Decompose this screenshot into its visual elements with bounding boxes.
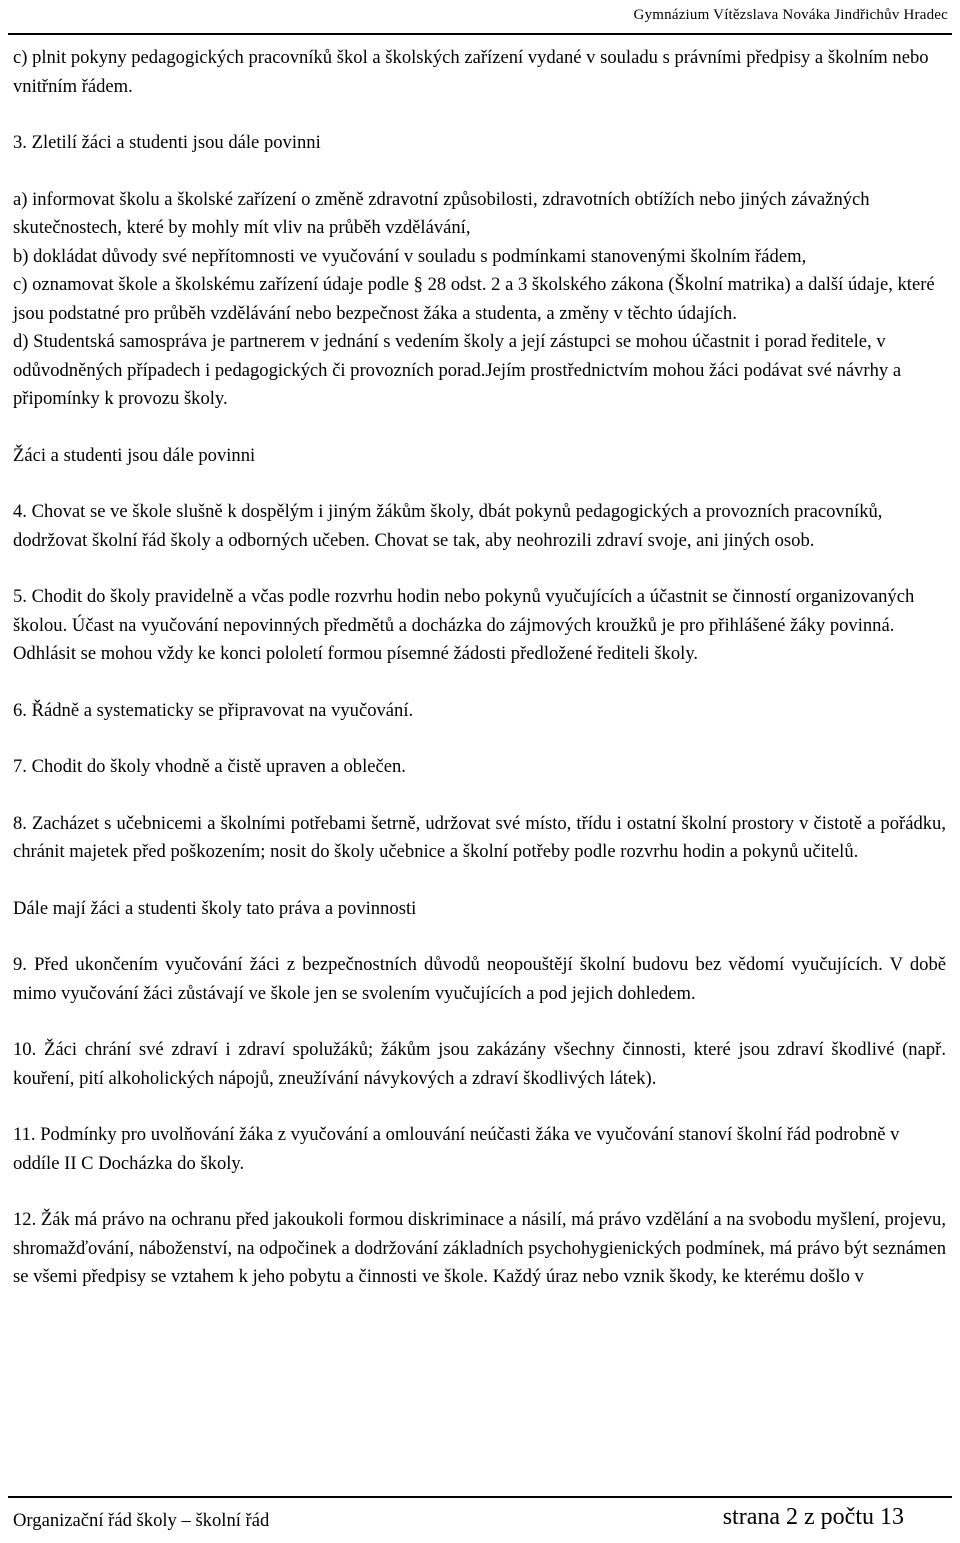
paragraph-9: 9. Před ukončením vyučování žáci z bezpečnostních důvodů neopouštějí školní budovu bez vědomí vyučujících. V době mimo vyučování žáci zůstávají ve škole jen se svolením vyučujících a pod jejich dohledem. — [13, 954, 946, 1004]
page-number: strana 2 z počtu 13 — [722, 1504, 904, 1530]
document-body — [13, 44, 946, 1292]
paragraph-10: 10. Žáci chrání své zdraví i zdraví spolužáků; žákům jsou zakázány všechny činnosti, které jsou zdraví škodlivé (např. kouření, pití alkoholických nápojů, zneužívání návykových a zdraví škodlivých látek). — [13, 1039, 946, 1089]
paragraph-1c: c) plnit pokyny pedagogických pracovníků škol a školských zařízení vydané v souladu s právními předpisy a školním nebo vnitřním řádem. — [13, 47, 929, 97]
document-title-footer: Organizační řád školy – školní řád — [13, 1510, 270, 1531]
paragraph-3c: c) oznamovat škole a školskému zařízení údaje podle § 28 odst. 2 a 3 školského zákona (Školní matrika) a další údaje, které jsou podstatné pro průběh vzdělávání nebo bezpečnost žáka a studenta, a změny v těchto údajích. — [13, 274, 935, 324]
section-heading-prava: Dále mají žáci a studenti školy tato práva a povinnosti — [13, 897, 417, 919]
paragraph-3a: a) informovat školu a školské zařízení o změně zdravotní způsobilosti, zdravotních obtížích nebo jiných závažných skutečnostech, které by mohly mít vliv na průběh vzdělávání, — [13, 188, 870, 238]
page-header — [8, 0, 952, 35]
paragraph-4: 4. Chovat se ve škole slušně k dospělým i jiným žákům školy, dbát pokynů pedagogických a provozních pracovníků, dodržovat školní řád školy a odborných učeben. Chovat se tak, aby neohrozili zdraví svoje, ani jiných osob. — [13, 501, 883, 551]
paragraph-7: 7. Chodit do školy vhodně a čistě upraven a oblečen. — [13, 756, 406, 777]
paragraph-6: 6. Řádně a systematicky se připravovat na vyučování. — [13, 699, 414, 721]
paragraph-5: 5. Chodit do školy pravidelně a včas podle rozvrhu hodin nebo pokynů vyučujících a účastnit se činností organizovaných školou. Účast na vyučování nepovinných předmětů a docházka do zájmových kroužků je pro přihlášené žáky povinná. Odhlásit se mohou vždy ke konci pololetí formou písemné žádosti předložené řediteli školy. — [13, 586, 915, 664]
paragraph-8: 8. Zacházet s učebnicemi a školními potřebami šetrně, udržovat své místo, třídu i ostatní školní prostory v čistotě a pořádku, chránit majetek před poškozením; nosit do školy učebnice a školní potřeby podle rozvrhu hodin a pokynů učitelů. — [13, 812, 946, 862]
paragraph-3d: d) Studentská samospráva je partnerem v jednání s vedením školy a její zástupci se mohou účastnit i porad ředitele, v odůvodněných případech i pedagogických či provozních porad.Jejím prostřednictvím mohou žáci podávat své návrhy a připomínky k provozu školy. — [13, 331, 902, 409]
paragraph-3-heading: 3. Zletilí žáci a studenti jsou dále povinni — [13, 132, 321, 153]
paragraph-11: 11. Podmínky pro uvolňování žáka z vyučování a omlouvání neúčasti žáka ve vyučování stanoví školní řád podrobně v oddíle II C Docházka do školy. — [13, 1124, 900, 1174]
paragraph-3b: b) dokládat důvody své nepřítomnosti ve vyučování v souladu s podmínkami stanovenými školním řádem, — [13, 245, 807, 267]
paragraph-12: 12. Žák má právo na ochranu před jakoukoli formou diskriminace a násilí, má právo vzdělání a na svobodu myšlení, projevu, shromažďování, náboženství, na odpočinek a dodržování základních psychohygienických podmínek, má právo být seznámen se všemi předpisy se vztahem k jeho pobytu a činnosti ve škole. Každý úraz nebo vznik škody, ke kterému došlo v — [13, 1209, 946, 1287]
section-heading-povinni: Žáci a studenti jsou dále povinni — [13, 444, 256, 466]
school-name-header: Gymnázium Vítězslava Nováka Jindřichův Hradec — [633, 7, 948, 23]
page-footer — [8, 1496, 952, 1543]
